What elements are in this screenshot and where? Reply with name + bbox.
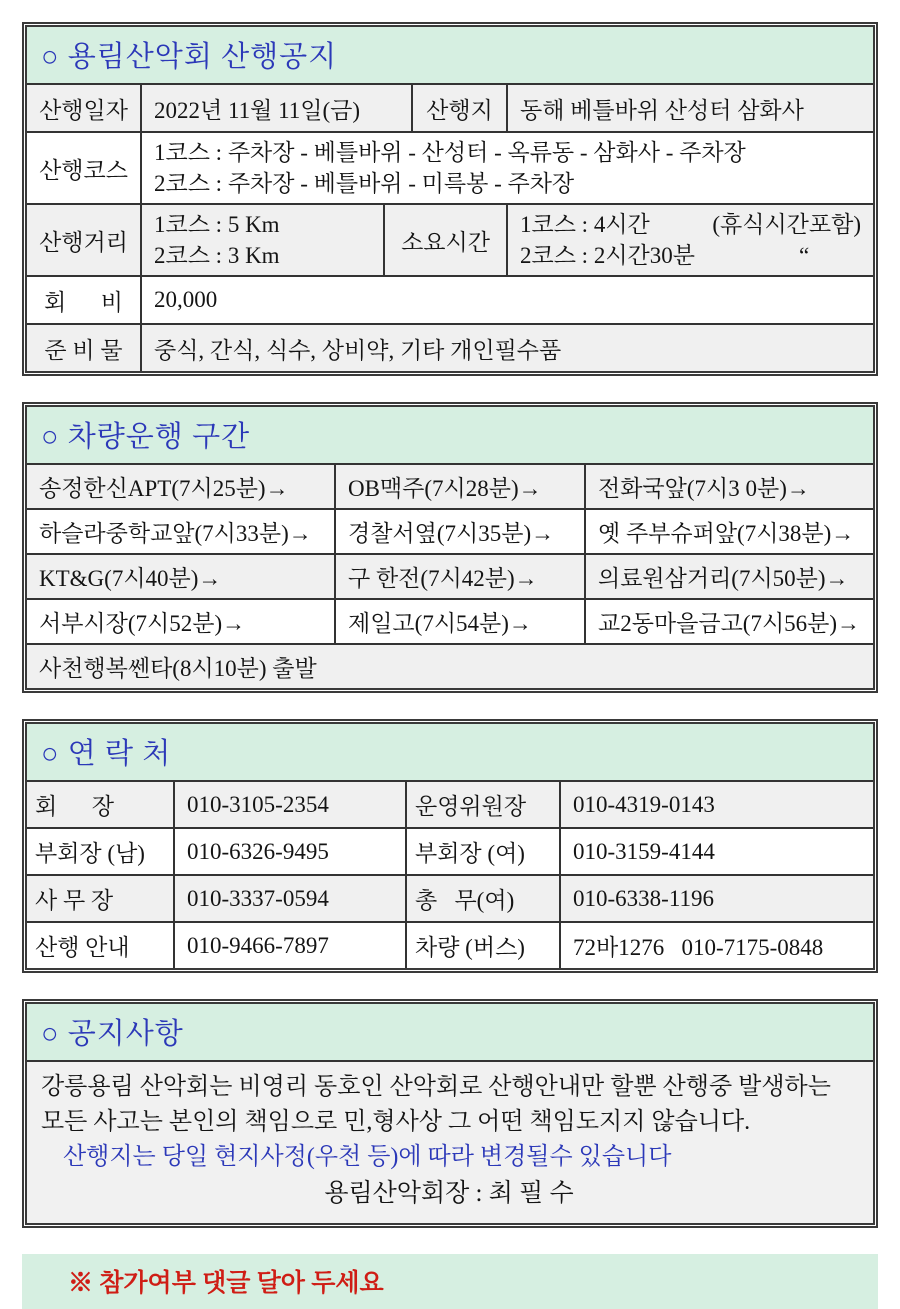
hike-row-date-place (27, 83, 873, 131)
bus-stop: 교2동마을금고(7시56분)→ (584, 600, 873, 643)
course-label: 산행코스 (39, 157, 128, 183)
contacts-table (22, 719, 878, 973)
contact-phone: 010-3337-0594 (173, 876, 405, 921)
bus-row-4 (27, 598, 873, 643)
bus-row-3 (27, 553, 873, 598)
contact-row-2 (27, 827, 873, 874)
bus-stop: OB맥주(7시28분)→ (334, 465, 584, 508)
contact-phone: 010-4319-0143 (559, 782, 873, 827)
weather-change-notice: 산행지는 당일 현지사정(우천 등)에 따라 변경될수 있습니다 (63, 1144, 672, 1170)
hike-row-fee (27, 275, 873, 323)
course-line-1: 1코스 : 주차장 - 베틀바위 - 산성터 - 옥류동 - 삼화사 - 주차장 (154, 140, 746, 165)
bus-stop: KT&G(7시40분)→ (39, 566, 222, 591)
bus-stop: 하슬라중학교앞(7시33분)→ (39, 521, 312, 546)
bus-stop: 구 한전(7시42분)→ (334, 555, 584, 598)
contact-row-3 (27, 874, 873, 921)
club-president-signature: 용림산악회장 : 최 필 수 (324, 1180, 574, 1207)
contact-phone: 010-6326-9495 (173, 829, 405, 874)
bus-departure-stop: 사천행복쎈타(8시10분) 출발 (39, 656, 317, 681)
bus-stop: 송정한신APT(7시25분)→ (39, 476, 289, 501)
duration-line-2-ditto: “ (799, 243, 861, 268)
fee-label: 회 비 (44, 289, 123, 315)
contact-row-1 (27, 780, 873, 827)
bus-stop: 서부시장(7시52분)→ (39, 611, 246, 636)
disclaimer-line-2: 모든 사고는 본인의 책임으로 민,형사상 그 어떤 책임도지지 않습니다. (41, 1109, 751, 1135)
course-line-2: 2코스 : 주차장 - 베틀바위 - 미륵봉 - 주차장 (154, 171, 575, 196)
bus-stop: 의료원삼거리(7시50분)→ (584, 555, 873, 598)
course-value (140, 133, 873, 203)
contact-phone-and-bus-number: 72바1276 010-7175-0848 (559, 923, 873, 968)
items-value: 중식, 간식, 식수, 상비약, 기타 개인필수품 (140, 325, 873, 371)
bus-route-title: ○ 차량운행 구간 (27, 407, 873, 463)
duration-label: 소요시간 (383, 205, 506, 275)
distance-label: 산행거리 (39, 229, 128, 255)
announcement-table (22, 999, 878, 1228)
announcement-body (27, 1060, 873, 1223)
contact-phone: 010-6338-1196 (559, 876, 873, 921)
bus-stop: 전화국앞(7시3 0분)→ (584, 465, 873, 508)
hike-row-items (27, 323, 873, 371)
contact-role: 회 장 (35, 794, 114, 819)
contacts-title: ○ 연 락 처 (27, 724, 873, 780)
contact-role: 사 무 장 (35, 888, 114, 913)
bus-stop: 옛 주부슈퍼앞(7시38분)→ (584, 510, 873, 553)
duration-line-2 (520, 240, 861, 271)
disclaimer-line-1: 강릉용림 산악회는 비영리 동호인 산악회로 산행안내만 할뿐 산행중 발생하는 (41, 1074, 831, 1100)
distance-value (140, 205, 383, 275)
contact-row-4 (27, 921, 873, 968)
contact-phone: 010-3105-2354 (173, 782, 405, 827)
duration-line-1-time: 1코스 : 4시간 (520, 212, 650, 237)
fee-value: 20,000 (140, 277, 873, 323)
hike-notice-table (22, 22, 878, 376)
distance-line-2: 2코스 : 3 Km (154, 243, 280, 268)
distance-line-1: 1코스 : 5 Km (154, 212, 280, 237)
items-label: 준 비 물 (44, 337, 123, 363)
announcement-title: ○ 공지사항 (27, 1004, 873, 1060)
bus-row-1 (27, 463, 873, 508)
duration-line-2-time: 2코스 : 2시간30분 (520, 243, 695, 268)
duration-line-1 (520, 209, 861, 240)
date-label: 산행일자 (39, 97, 128, 123)
bus-stop: 경찰서옆(7시35분)→ (334, 510, 584, 553)
contact-role: 부회장 (남) (35, 841, 145, 866)
hike-row-distance-duration (27, 203, 873, 275)
place-value: 동해 베틀바위 산성터 삼화사 (506, 85, 873, 131)
participation-comment-banner: ※ 참가여부 댓글 달아 두세요 (22, 1254, 878, 1309)
contact-role: 운영위원장 (405, 782, 559, 827)
hike-notice-title: ○ 용림산악회 산행공지 (27, 27, 873, 83)
date-value: 2022년 11월 11일(금) (140, 85, 411, 131)
contact-role: 차량 (버스) (405, 923, 559, 968)
bus-route-table (22, 402, 878, 693)
place-label: 산행지 (411, 85, 506, 131)
duration-line-1-note: (휴식시간포함) (712, 212, 861, 237)
duration-value (506, 205, 873, 275)
contact-role: 총 무(여) (405, 876, 559, 921)
bus-row-departure (27, 643, 873, 688)
bus-row-2 (27, 508, 873, 553)
bus-stop: 제일고(7시54분)→ (334, 600, 584, 643)
contact-role: 부회장 (여) (405, 829, 559, 874)
contact-phone: 010-9466-7897 (173, 923, 405, 968)
contact-role: 산행 안내 (35, 935, 130, 960)
contact-phone: 010-3159-4144 (559, 829, 873, 874)
hike-row-course (27, 131, 873, 203)
